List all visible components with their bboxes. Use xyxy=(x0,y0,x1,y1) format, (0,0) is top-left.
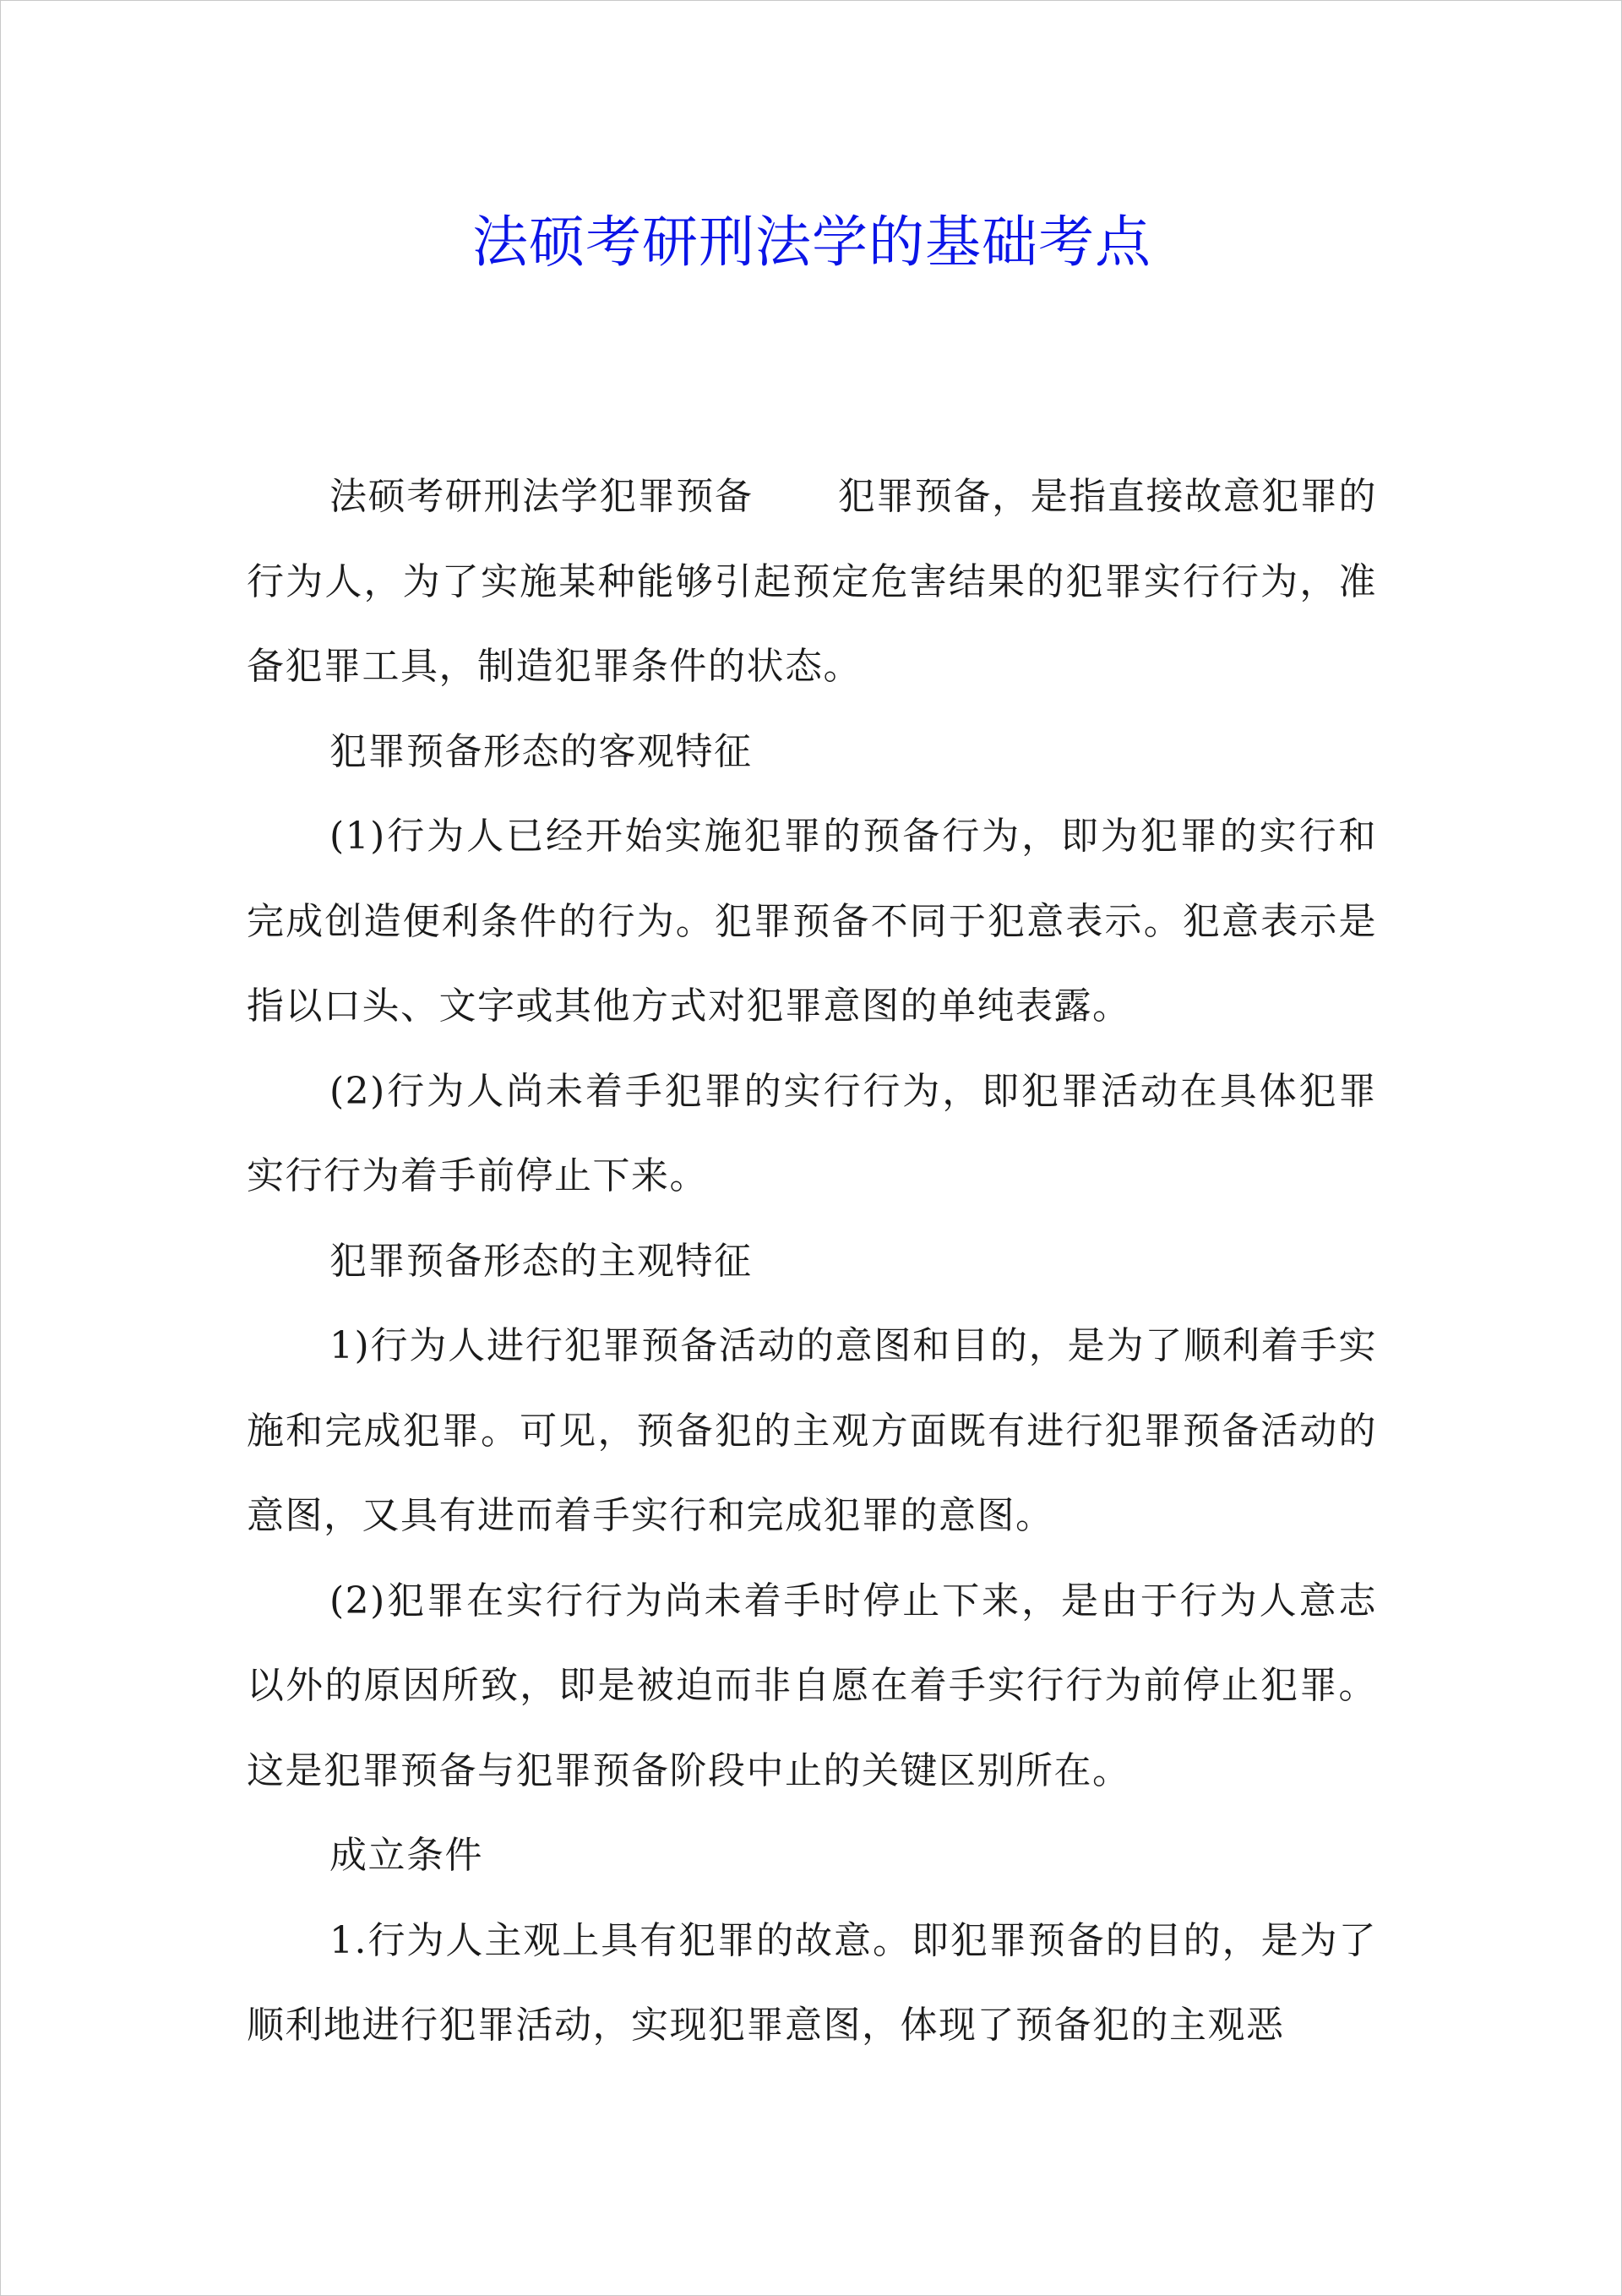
intro-heading: 法硕考研刑法学犯罪预备 xyxy=(329,475,754,518)
subjective-features-heading: 犯罪预备形态的主观特征 xyxy=(329,1239,753,1283)
subjective-feature-1: 1)行为人进行犯罪预备活动的意图和目的，是为了顺利着手实施和完成犯罪。可见，预备犯的主观方面既有进行犯罪预备活动的意图，又具有进而着手实行和完成犯罪的意图。 xyxy=(247,1324,1377,1537)
objective-feature-2: (2)行为人尚未着手犯罪的实行行为，即犯罪活动在具体犯罪实行行为着手前停止下来。 xyxy=(247,1069,1377,1197)
objective-features-heading: 犯罪预备形态的客观特征 xyxy=(329,729,753,773)
intro-text: 犯罪预备，是指直接故意犯罪的行为人，为了实施某种能够引起预定危害结果的犯罪实行行为，准备犯罪工具，制造犯罪条件的状态。 xyxy=(247,475,1378,688)
intro-paragraph xyxy=(247,455,1377,710)
subjective-feature-2: (2)犯罪在实行行为尚未着手时停止下来，是由于行为人意志以外的原因所致，即是被迫而非自愿在着手实行行为前停止犯罪。这是犯罪预备与犯罪预备阶段中止的关键区别所在。 xyxy=(247,1579,1377,1792)
conditions-heading: 成立条件 xyxy=(329,1834,483,1877)
condition-1: 1.行为人主观上具有犯罪的故意。即犯罪预备的目的，是为了顺利地进行犯罪活动，实现犯罪意图，体现了预备犯的主观恶 xyxy=(247,1918,1377,2047)
objective-feature-1: (1)行为人已经开始实施犯罪的预备行为，即为犯罪的实行和完成创造便利条件的行为。犯罪预备不同于犯意表示。犯意表示是指以口头、文字或其他方式对犯罪意图的单纯表露。 xyxy=(247,815,1377,1028)
document-body xyxy=(247,455,1377,2069)
document-title: 法硕考研刑法学的基础考点 xyxy=(472,210,1151,275)
